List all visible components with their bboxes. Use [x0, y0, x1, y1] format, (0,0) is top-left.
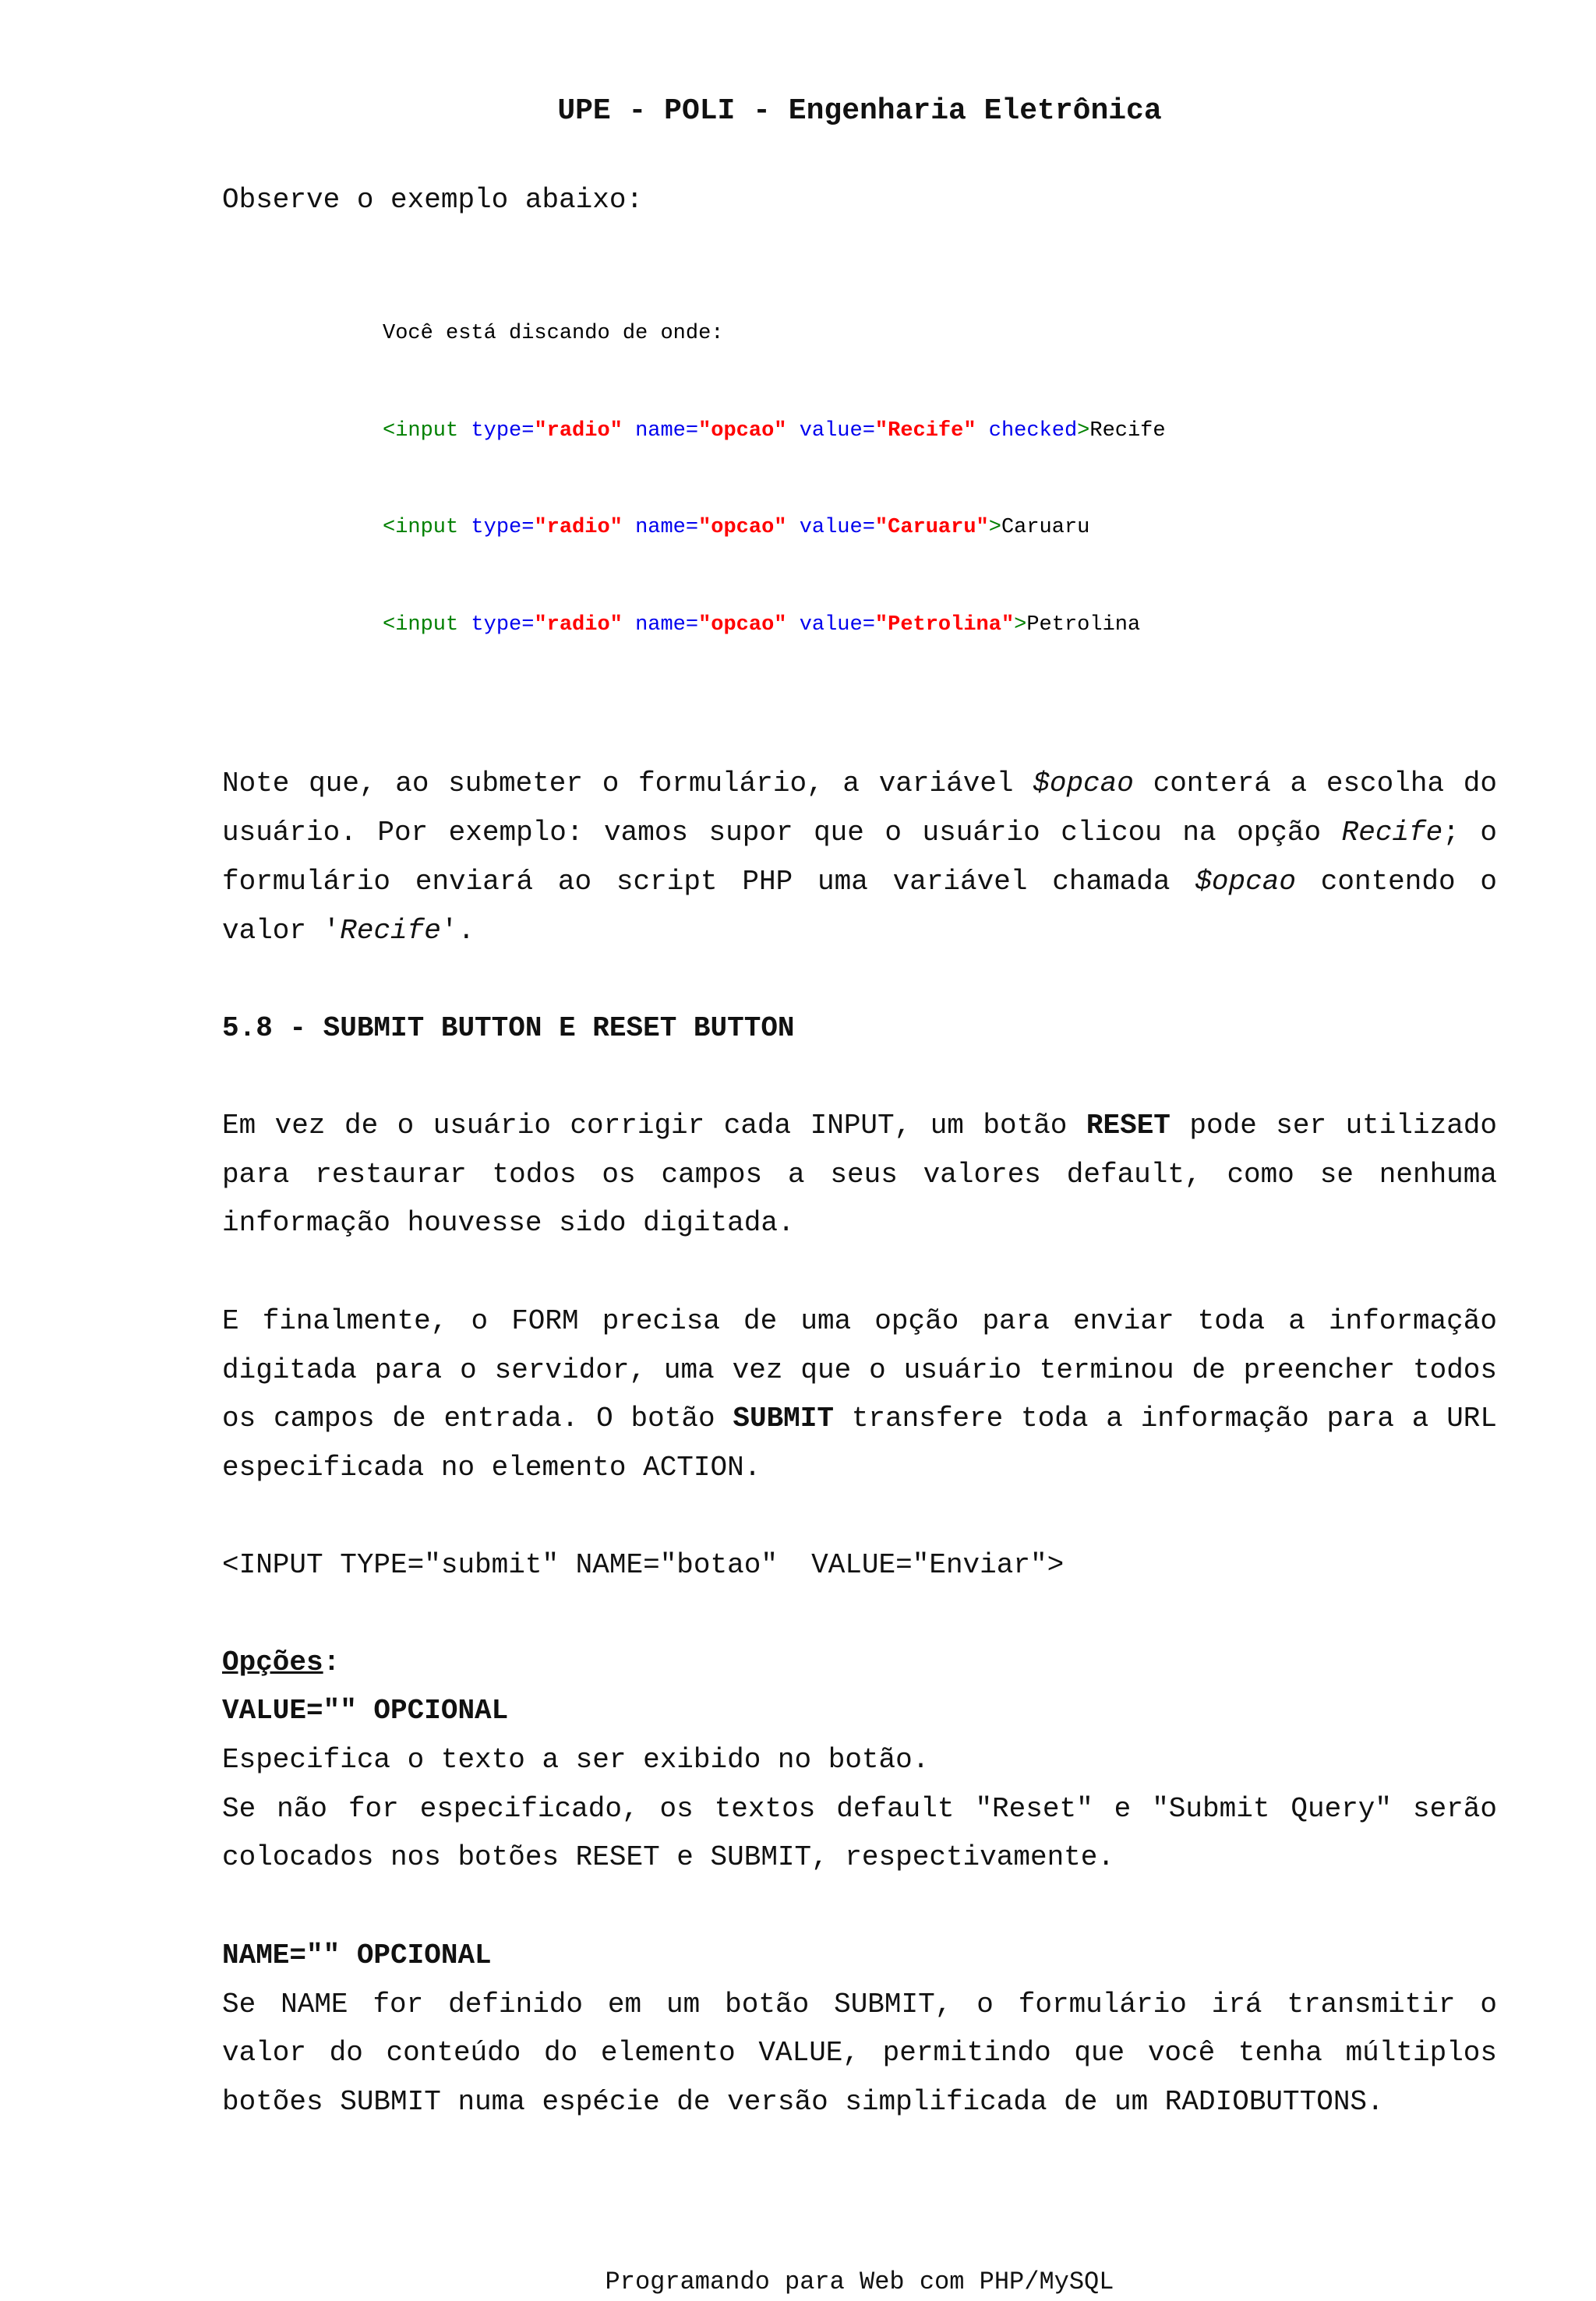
reset-paragraph: Em vez de o usuário corrigir cada INPUT, um botão RESET pode ser utilizado para restaurar todos os campos a seus valores default, como se nenhuma informação houvesse sido digitada. — [222, 1109, 1497, 1240]
page-footer: Programando para Web com PHP/MySQL — [605, 2267, 1114, 2296]
options-heading: Opções: — [222, 1646, 341, 1678]
code-line: <input type="radio" name="opcao" value="Petrolina">Petrolina — [383, 612, 1141, 637]
submit-paragraph: E finalmente, o FORM precisa de uma opção para enviar toda a informação digitada para o servidor, uma vez que o usuário terminou de preencher todos os campos de entrada. O botão SUBMIT transfere toda a informação para a URL especificada no elemento ACTION. — [222, 1305, 1498, 1484]
code-line: <input type="radio" name="opcao" value="Caruaru">Caruaru — [383, 516, 1090, 540]
code-caption: Você está discando de onde: — [383, 322, 724, 346]
page-content — [222, 0, 1497, 2301]
section-heading: 5.8 - SUBMIT BUTTON E RESET BUTTON — [222, 1012, 795, 1045]
intro-text: Observe o exemplo abaixo: — [222, 183, 644, 216]
input-example: <INPUT TYPE="submit" NAME="botao" VALUE="Enviar"> — [222, 1548, 1065, 1581]
note-paragraph: Note que, ao submeter o formulário, a variável $opcao conterá a escolha do usuário. Por exemplo: vamos supor que o usuário clicou na opção Recife; o formulário enviará ao script PHP uma variável chamada $opcao contendo o valor 'Recife'. — [222, 768, 1498, 947]
name-heading: NAME="" OPCIONAL — [222, 1939, 492, 1972]
code-line: <input type="radio" name="opcao" value="Recife" checked>Recife — [383, 418, 1166, 443]
value-description: Especifica o texto a ser exibido no botão. — [222, 1743, 930, 1776]
name-description: Se NAME for definido em um botão SUBMIT, o formulário irá transmitir o valor do conteúdo do elemento VALUE, permitindo que você tenha múltiplos botões SUBMIT numa espécie de versão simplificada de um RADIOBUTTONS. — [222, 1988, 1497, 2119]
code-example-image — [383, 253, 1497, 706]
page-header-title: UPE - POLI - Engenharia Eletrônica — [557, 94, 1162, 128]
value-heading: VALUE="" OPCIONAL — [222, 1695, 509, 1728]
value-default-note: Se não for especificado, os textos default "Reset" e "Submit Query" serão colocados nos botões RESET e SUBMIT, respectivamente. — [222, 1792, 1497, 1874]
